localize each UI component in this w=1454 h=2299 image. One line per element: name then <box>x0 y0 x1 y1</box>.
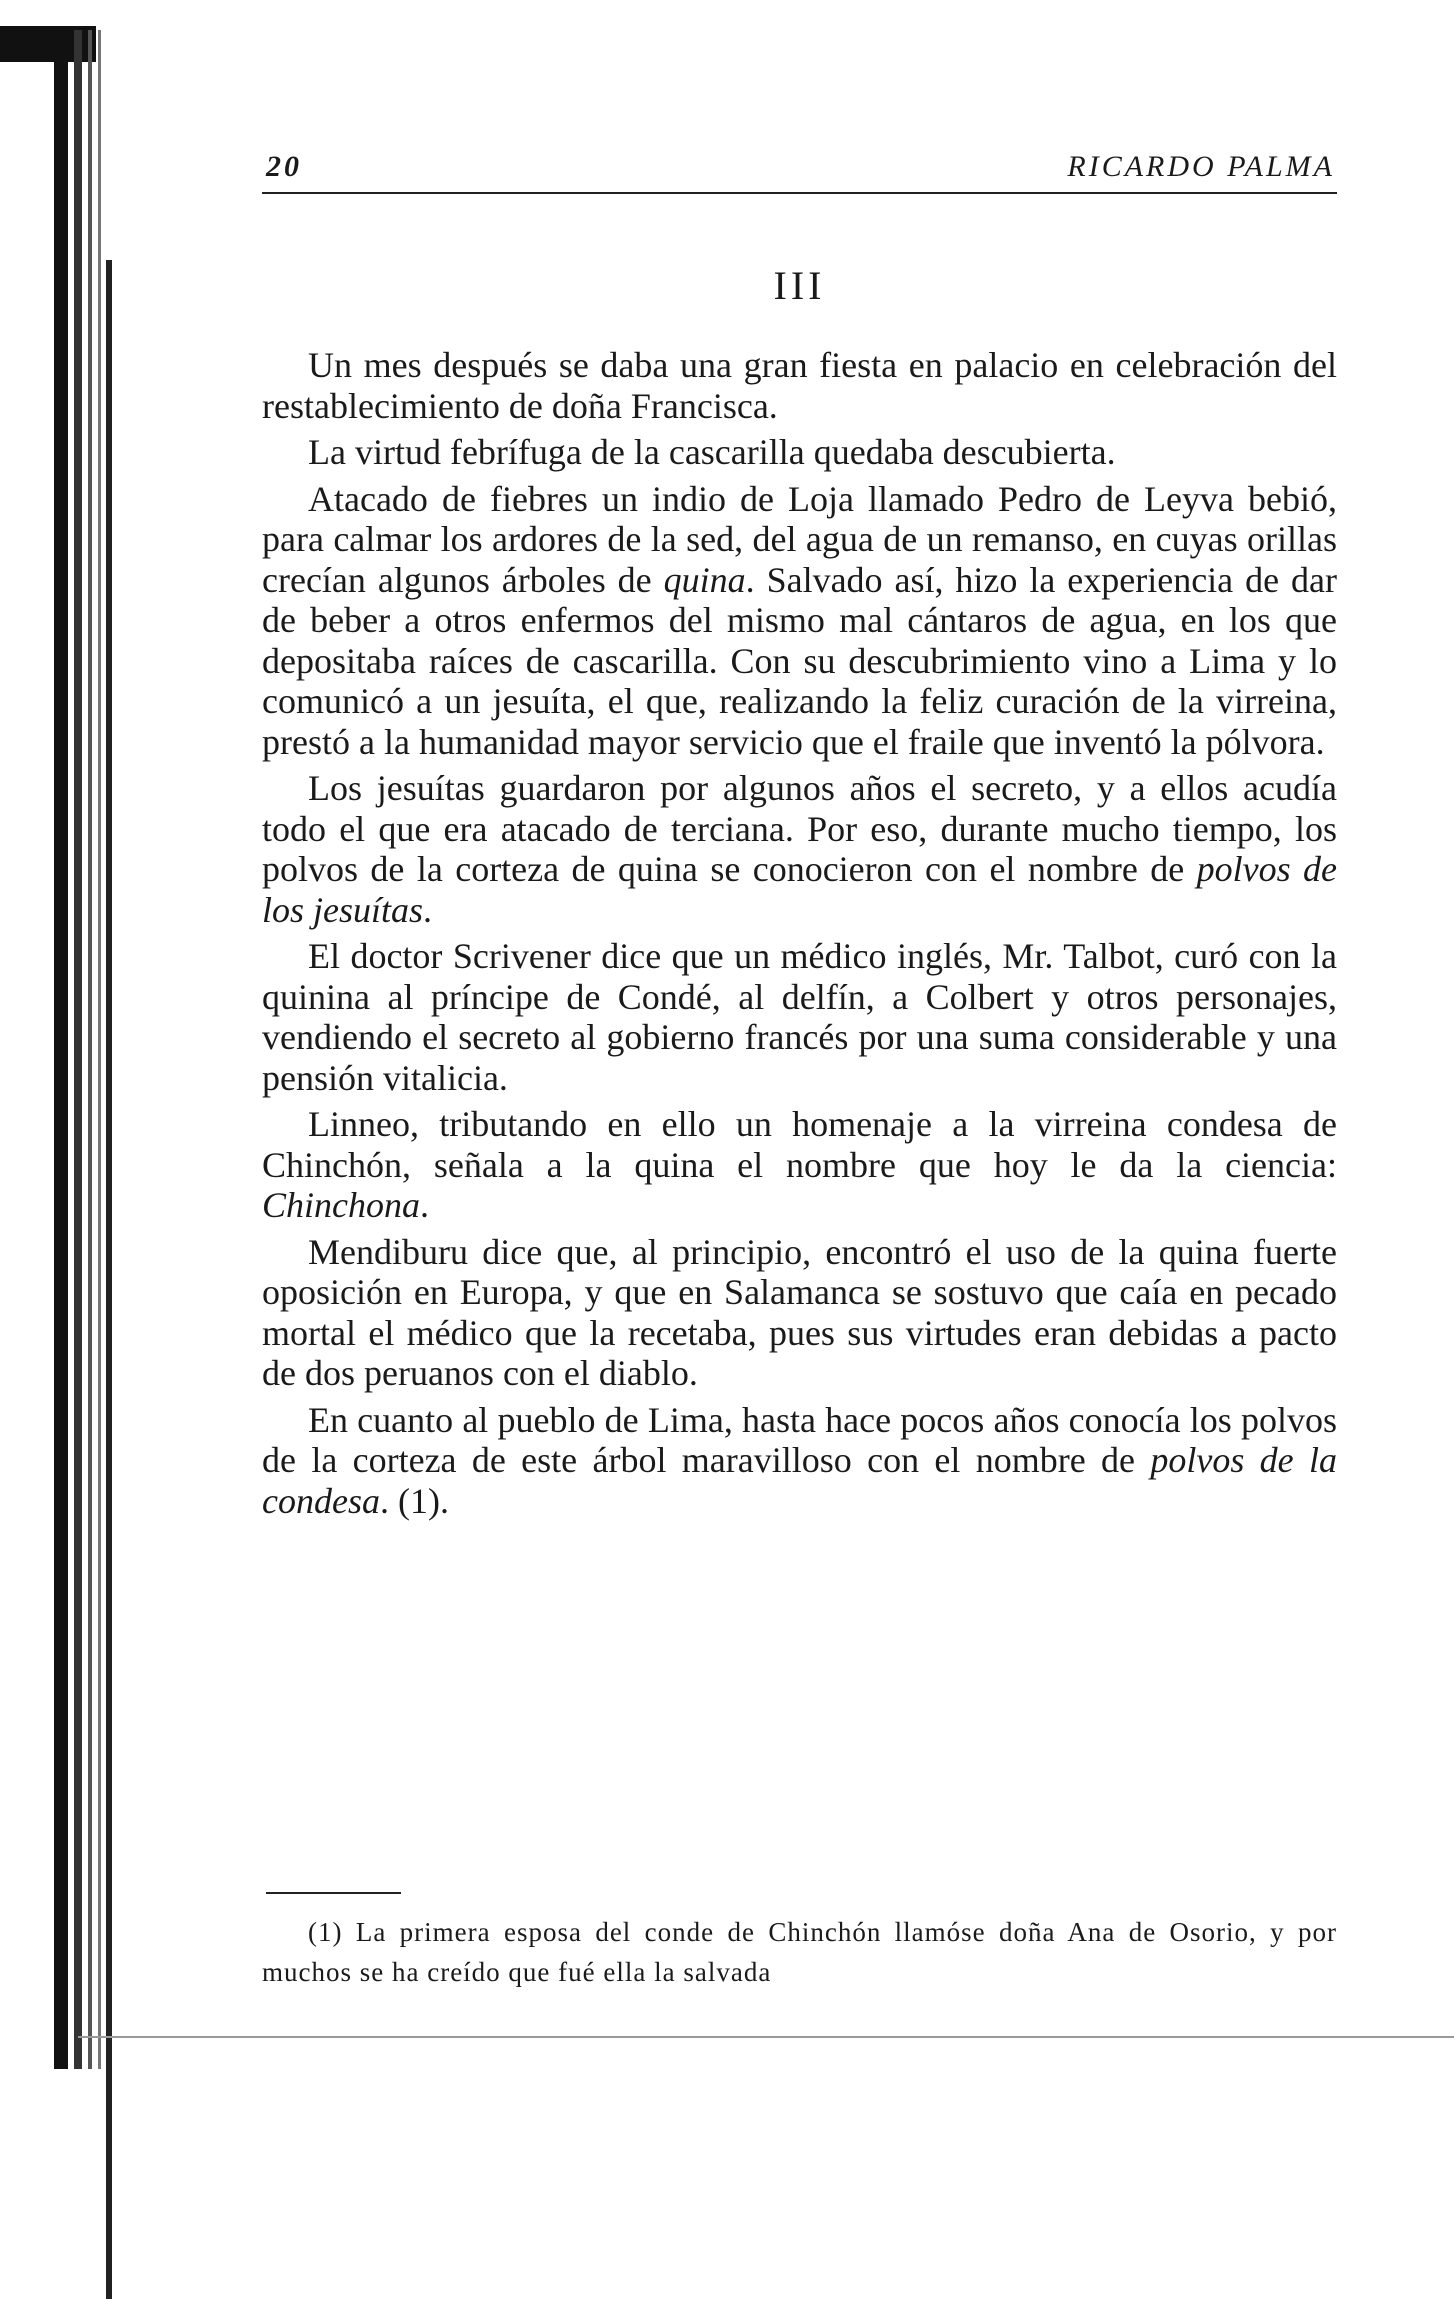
chapter-heading: III <box>773 263 826 308</box>
paragraph <box>262 479 1337 763</box>
running-title: RICARDO PALMA <box>1067 150 1335 183</box>
paragraph-text: . Salvado así, hizo la experiencia de dar de beber a otros enfermos del mismo mal cántaros de agua, en los que depositaba raíces de cascarilla. Con su descubrimiento vino a Lima y lo comunicó a un jesuíta, el que, realizando la feliz curación de la virreina, prestó a la humanidad mayor servicio que el fraile que inventó la pólvora. <box>262 559 1337 762</box>
paragraph <box>262 936 1337 1098</box>
binding-line <box>54 30 68 2069</box>
footnote: (1) La primera esposa del conde de Chinchón llamóse doña Ana de Osorio, y por muchos se ha creído que fué ella la salvada <box>262 1917 1337 1987</box>
binding-line <box>98 30 101 2069</box>
paragraph-text: . <box>423 889 433 930</box>
italic-term: quina <box>663 559 746 600</box>
paragraph <box>262 1104 1337 1226</box>
scan-bottom-edge <box>78 2036 1454 2038</box>
binding-line <box>74 30 82 2069</box>
book-binding-edge <box>0 0 118 2069</box>
italic-term: polvos de la condesa <box>262 1440 1337 1521</box>
paragraph <box>262 1232 1337 1394</box>
paragraph-text: Mendiburu dice que, al principio, encontró el uso de la quina fuerte oposición en Europa, y que en Salamanca se sostuvo que caía en pecado mortal el médico que la recetaba, pues sus virtudes eran debidas a pacto de dos peruanos con el diablo. <box>262 1231 1337 1393</box>
paragraph <box>262 1400 1337 1522</box>
paragraph-text: Linneo, tributando en ello un homenaje a la virreina condesa de Chinchón, señala a la quina el nombre que hoy le da la ciencia: <box>262 1104 1337 1185</box>
paragraph-text: En cuanto al pueblo de Lima, hasta hace pocos años conocía los polvos de la corteza de este árbol maravilloso con el nombre de <box>262 1399 1337 1480</box>
paragraph-text: El doctor Scrivener dice que un médico inglés, Mr. Talbot, curó con la quinina al príncipe de Condé, al delfín, a Colbert y otros personajes, vendiendo el secreto al gobierno francés por una suma considerable y una pensión vitalicia. <box>262 936 1337 1098</box>
italic-term: polvos de los jesuítas <box>262 849 1338 930</box>
paragraph-text: Los jesuítas guardaron por algunos años el secreto, y a ellos acudía todo el que era atacado de terciana. Por eso, durante mucho tiempo, los polvos de la corteza de quina se conocieron con el nombre de <box>262 768 1337 889</box>
paragraph <box>262 432 1337 473</box>
paragraph <box>262 768 1337 930</box>
paragraph-text: . (1). <box>379 1480 449 1521</box>
binding-line <box>106 260 112 2299</box>
page-number: 20 <box>266 150 302 183</box>
italic-term: Chinchona <box>262 1185 420 1225</box>
paragraph-text: . <box>420 1185 429 1225</box>
footnote-rule <box>266 1892 401 1894</box>
body-text <box>262 345 1337 1527</box>
paragraph-text: Atacado de fiebres un indio de Loja llamado Pedro de Leyva bebió, para calmar los ardores de la sed, del agua de un remanso, en cuyas orillas crecían algunos árboles de <box>262 478 1337 600</box>
page-header <box>262 142 1337 194</box>
binding-line <box>88 30 92 2069</box>
paragraph <box>262 345 1337 426</box>
paragraph-text: La virtud febrífuga de la cascarilla quedaba descubierta. <box>308 432 1116 472</box>
paragraph-text: Un mes después se daba una gran fiesta en palacio en celebración del restablecimiento de doña Francisca. <box>262 345 1337 426</box>
